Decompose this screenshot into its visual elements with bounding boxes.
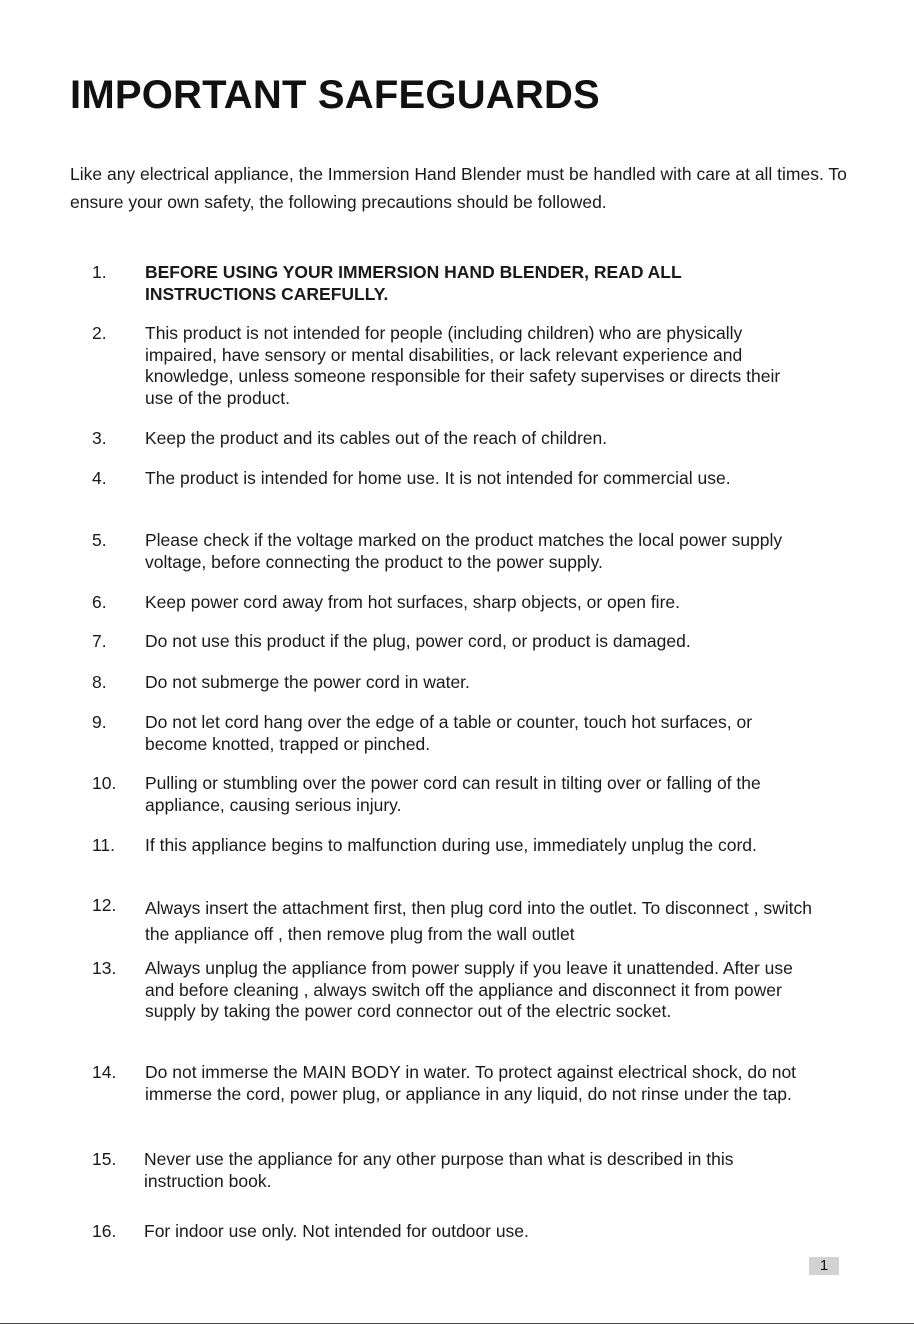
list-item — [92, 468, 812, 490]
list-item — [92, 672, 812, 694]
list-item — [92, 1221, 812, 1243]
item-text: If this appliance begins to malfunction during use, immediately unplug the cord. — [145, 835, 757, 855]
page-title: IMPORTANT SAFEGUARDS — [70, 73, 600, 117]
item-number: 12. — [92, 895, 117, 915]
item-number: 1. — [92, 262, 107, 282]
item-text: Do not immerse the MAIN BODY in water. To protect against electrical shock, do not immerse the cord, power plug, or appliance in any liquid, do not rinse under the tap. — [145, 1062, 797, 1104]
item-number: 6. — [92, 592, 107, 612]
item-text: BEFORE USING YOUR IMMERSION HAND BLENDER, READ ALL INSTRUCTIONS CAREFULLY. — [145, 262, 682, 304]
list-item — [92, 712, 812, 755]
item-text: Never use the appliance for any other purpose than what is described in this instruction book. — [144, 1149, 734, 1191]
item-text: Always insert the attachment first, then plug cord into the outlet. To disconnect , switch the appliance off , then remove plug from the wall outlet — [145, 898, 812, 944]
item-text: Pulling or stumbling over the power cord can result in tilting over or falling of the appliance, causing serious injury. — [145, 773, 761, 815]
list-item — [92, 895, 812, 947]
item-text: Please check if the voltage marked on the product matches the local power supply voltage, before connecting the product to the power supply. — [145, 530, 783, 572]
item-text: This product is not intended for people (including children) who are physically impaired, have sensory or mental disabilities, or lack relevant experience and knowledge, unless someone responsible for their safety supervises or directs their use of the product. — [145, 323, 781, 408]
list-item — [92, 1149, 812, 1192]
item-number: 5. — [92, 530, 107, 550]
item-number: 16. — [92, 1221, 117, 1241]
list-item — [92, 958, 812, 1023]
item-number: 4. — [92, 468, 107, 488]
item-text: Keep the product and its cables out of the reach of children. — [145, 428, 608, 448]
list-item — [92, 835, 812, 857]
item-number: 7. — [92, 631, 107, 651]
item-number: 8. — [92, 672, 107, 692]
item-number: 13. — [92, 958, 117, 978]
item-text: Keep power cord away from hot surfaces, sharp objects, or open fire. — [145, 592, 680, 612]
item-number: 10. — [92, 773, 117, 793]
item-number: 2. — [92, 323, 107, 343]
page-number: 1 — [809, 1257, 839, 1275]
item-text: For indoor use only. Not intended for outdoor use. — [144, 1221, 529, 1241]
list-item — [92, 323, 812, 409]
list-item — [92, 530, 812, 573]
item-number: 14. — [92, 1062, 117, 1082]
item-text: Always unplug the appliance from power supply if you leave it unattended. After use and before cleaning , always switch off the appliance and disconnect it from power supply by taking the power cord connector out of the electric socket. — [145, 958, 793, 1021]
intro-paragraph: Like any electrical appliance, the Immersion Hand Blender must be handled with care at all times. To ensure your own safety, the following precautions should be followed. — [70, 164, 847, 212]
list-item — [92, 592, 812, 614]
item-number: 15. — [92, 1149, 117, 1169]
item-number: 9. — [92, 712, 107, 732]
list-item — [92, 631, 812, 653]
item-text: Do not submerge the power cord in water. — [145, 672, 470, 692]
list-item — [92, 1062, 812, 1105]
item-text: Do not use this product if the plug, power cord, or product is damaged. — [145, 631, 691, 651]
item-text: Do not let cord hang over the edge of a table or counter, touch hot surfaces, or become knotted, trapped or pinched. — [145, 712, 753, 754]
list-item — [92, 428, 812, 450]
item-text: The product is intended for home use. It is not intended for commercial use. — [145, 468, 731, 488]
item-number: 11. — [92, 835, 116, 855]
item-number: 3. — [92, 428, 107, 448]
list-item — [92, 773, 812, 816]
list-item — [92, 262, 812, 305]
